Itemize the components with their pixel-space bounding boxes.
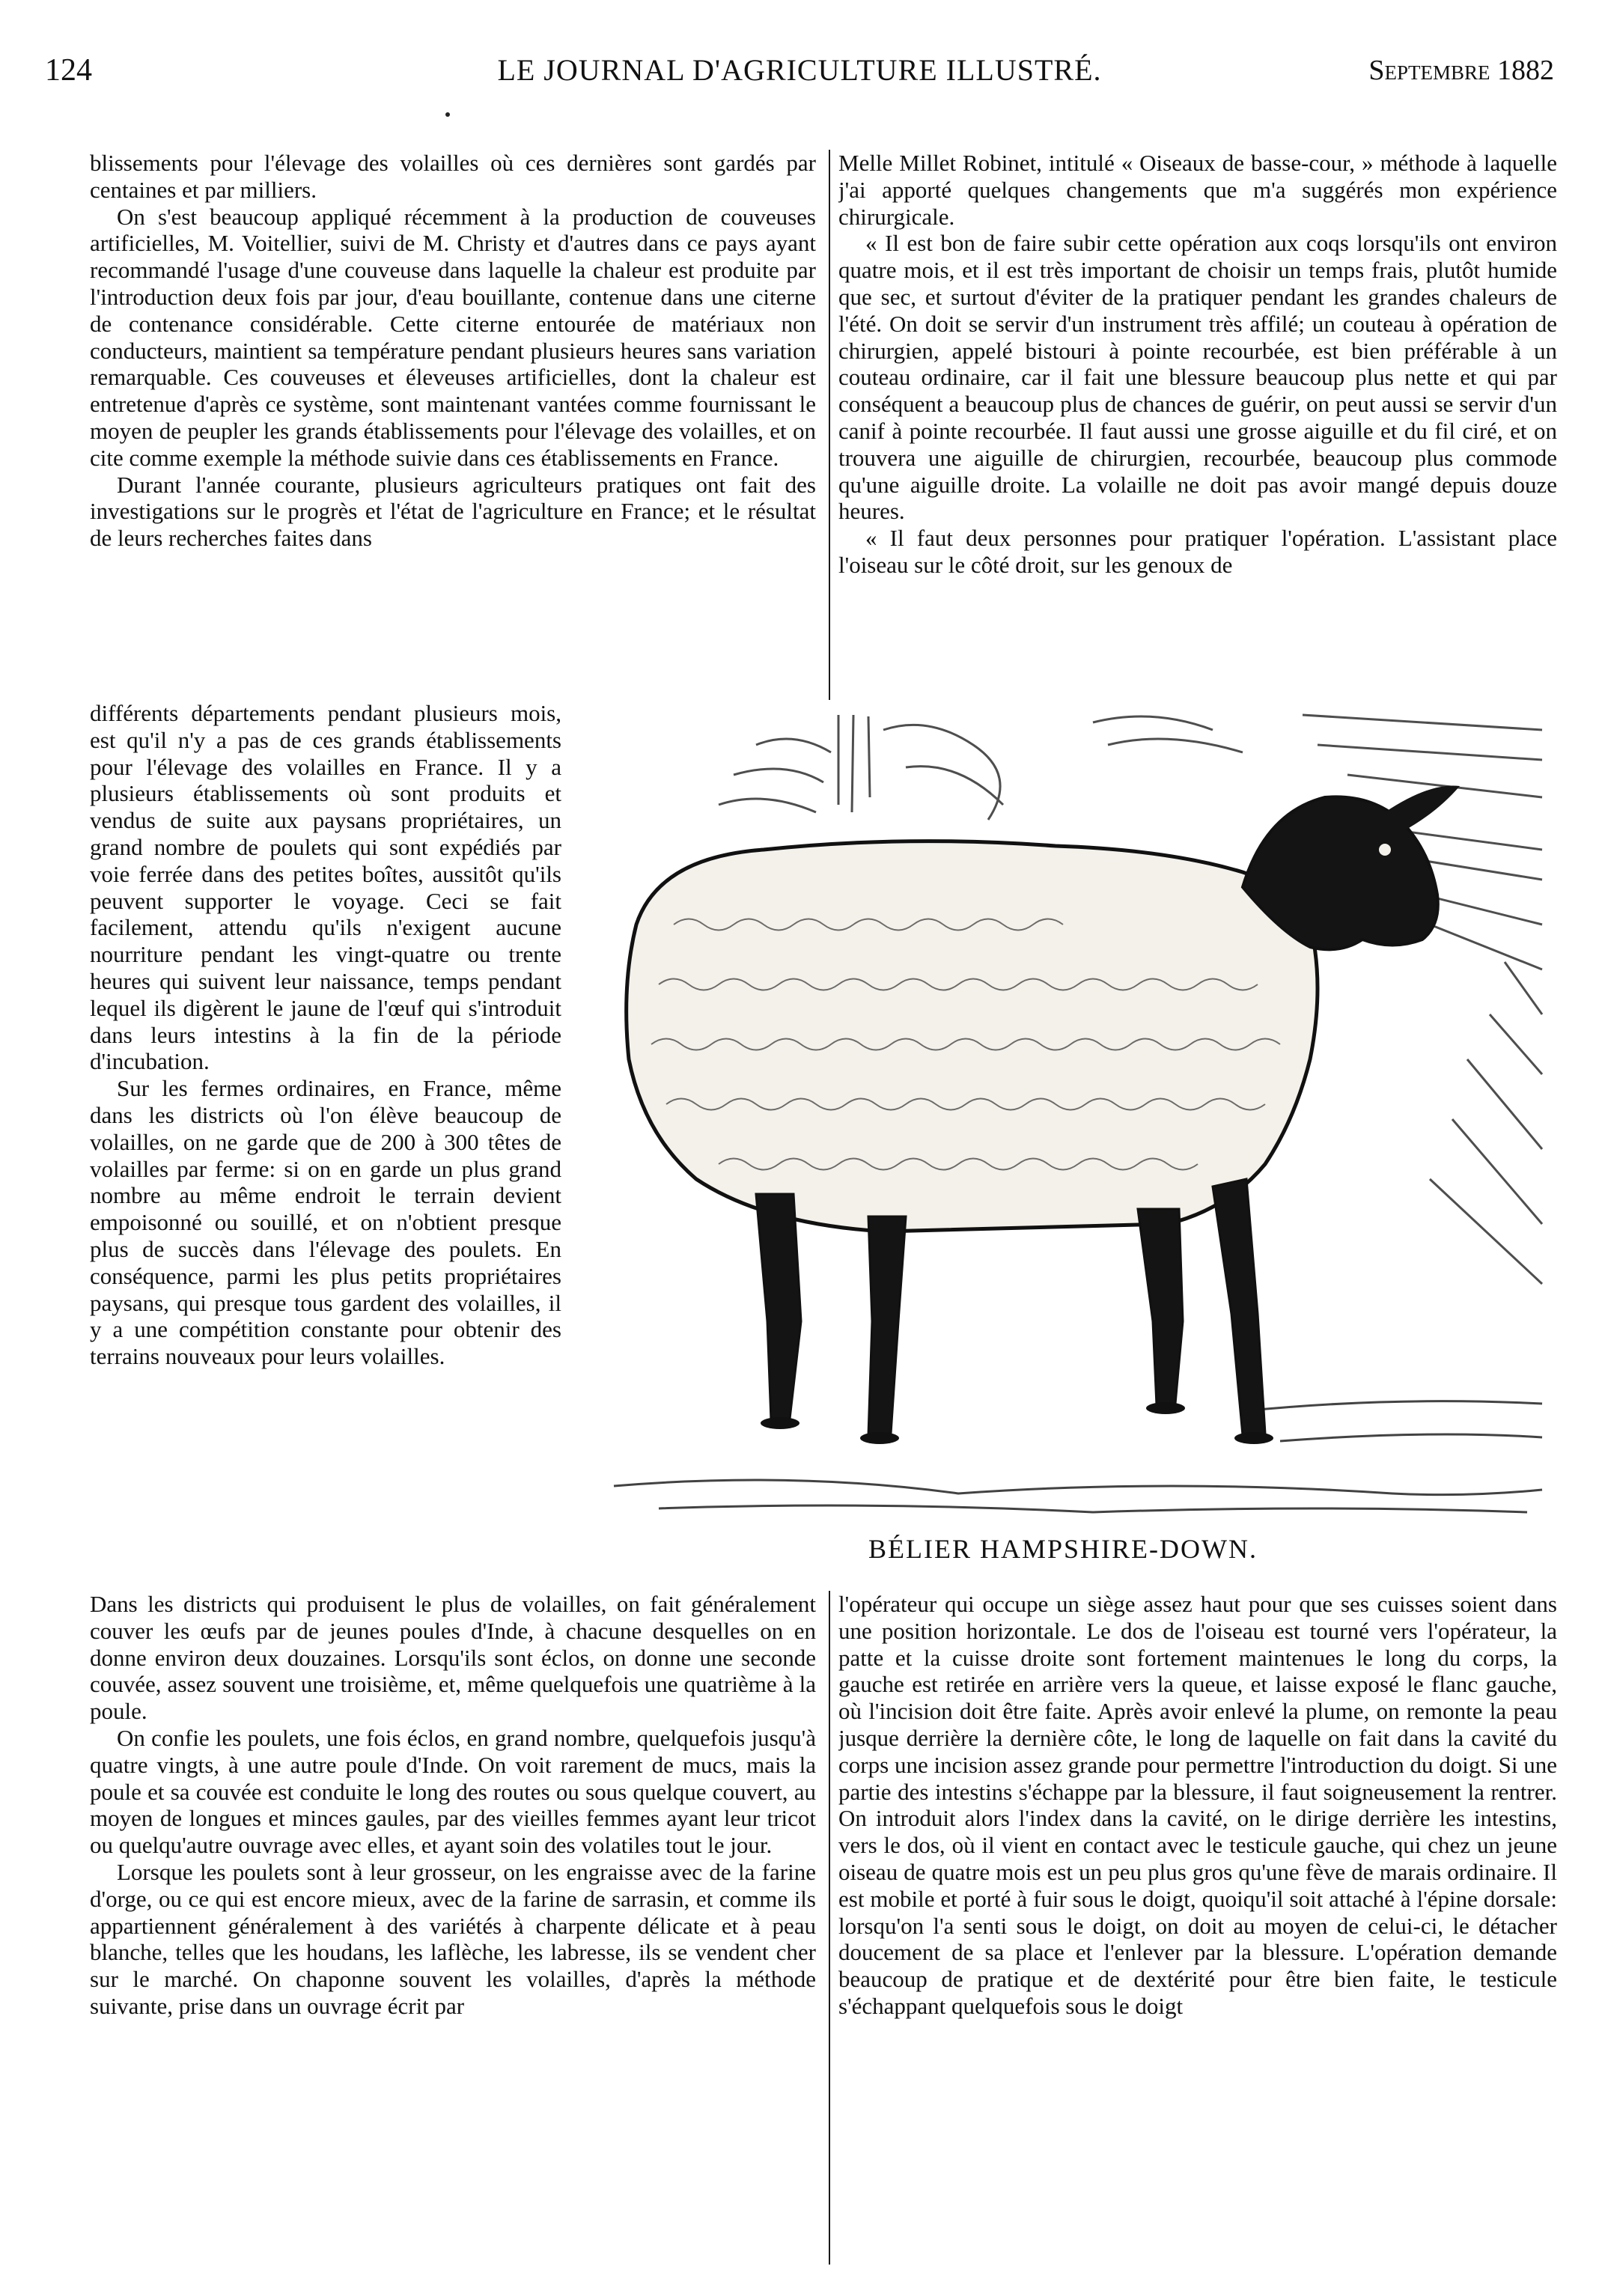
- column-bottom-right: [838, 1591, 1557, 2265]
- ornament-dot: [445, 112, 450, 117]
- paragraph: On s'est beaucoup appliqué récemment à la production de couveuses artificielles, M. Voitellier, suivi de M. Christy et d'autres dans ce pays ayant recommandé l'usage d'une couveuse dans laquelle la chaleur est produite par l'introduction deux fois par jour, d'eau bouillante, contenue dans une citerne de contenance considérable. Cette citerne entourée de matériaux non conducteurs, maintient sa température pendant plusieurs heures sans variation remarquable. Ces couveuses et éleveuses artificielles, dont la chaleur est entretenue d'après ce système, sont maintenant vantées comme fournissant le moyen de peupler les grands établissements pour l'élevage des volailles, et on cite comme exemple la méthode suivie dans ces établissements en France.: [90, 203, 816, 471]
- paragraph: Melle Millet Robinet, intitulé « Oiseaux de basse-cour, » méthode à laquelle j'ai apporté quelques changements que m'a suggérés mon expérience chirurgicale.: [838, 150, 1557, 230]
- paragraph: « Il faut deux personnes pour pratiquer l'opération. L'assistant place l'oiseau sur le côté droit, sur les genoux de: [838, 525, 1557, 578]
- figure-caption: BÉLIER HAMPSHIRE-DOWN.: [868, 1534, 1258, 1564]
- column-rule-bottom: [829, 1591, 830, 2265]
- paragraph: Durant l'année courante, plusieurs agriculteurs pratiques ont fait des investigations sur le progrès et l'état de l'agriculture en France; et le résultat de leurs recherches faites dans: [90, 471, 816, 552]
- paragraph: Lorsque les poulets sont à leur grosseur, on les engraisse avec de la farine d'orge, ou ce qui est encore mieux, avec de la farine de sarrasin, et comme ils appartiennent généralement à des variétés à charpente délicate et à peau blanche, telles que les houdans, les laflèche, les labresse, ils se vendent cher sur le marché. On chaponne souvent les volailles, d'après la méthode suivante, prise dans un ouvrage écrit par: [90, 1858, 816, 2019]
- page-number: 124: [45, 53, 92, 88]
- paragraph: Sur les fermes ordinaires, en France, même dans les districts où l'on élève beaucoup de volailles, on ne garde que de 200 à 300 têtes de volailles par ferme: si on en garde un plus grand nombre au même endroit le terrain devient empoisonné ou souillé, et on n'obtient presque plus de succès dans l'élevage des poulets. En conséquence, parmi les plus petits propriétaires paysans, qui presque tous gardent des volailles, il y a une compétition constante pour obtenir des terrains nouveaux pour leurs volailles.: [90, 1075, 561, 1370]
- paragraph: « Il est bon de faire subir cette opération aux coqs lorsqu'ils ont environ quatre mois, et il est très important de choisir un temps frais, plutôt humide que sec, et surtout d'éviter de la pratiquer pendant les grandes chaleurs de l'été. On doit se servir d'un instrument très affilé; un couteau à opération de chirurgien, appelé bistouri à pointe recourbée, est bien préférable à un couteau ordinaire, car il fait une blessure beaucoup plus nette et qui par conséquent a beaucoup plus de chances de guérir, on peut aussi se servir d'un canif à pointe recourbée. Il faut aussi une grosse aiguille et du fil ciré, et on trouvera une aiguille de chirurgien, recourbée, beaucoup plus commode qu'une aiguille droite. La volaille ne doit pas avoir mangé depuis douze heures.: [838, 230, 1557, 525]
- paragraph: blissements pour l'élevage des volailles où ces dernières sont gardés par centaines et par milliers.: [90, 150, 816, 203]
- paragraph: l'opérateur qui occupe un siège assez haut pour que ses cuisses soient dans une position horizontale. Le dos de l'oiseau est tourné vers l'opérateur, la patte et la cuisse droite sont fortement maintenues le long du corps, la gauche est retirée en arrière vers la queue, et laisse exposé le flanc gauche, où l'incision doit être faite. Après avoir enlevé la plume, on remonte la peau jusque derrière la dernière côte, le long de laquelle on fait dans la cavité du corps une incision assez grande pour permettre l'introduction du doigt. Si une partie des intestins s'échappe par la blessure, il faut soigneusement la rentrer. On introduit alors l'index dans la cavité, on le dirige derrière les intestins, vers le dos, où il vient en contact avec le testicule gauche, qui chez un jeune oiseau de quatre mois est un peu plus gros qu'une fève de marais ordinaire. Il est mobile et porté à fuir sous le doigt, quoiqu'il soit attaché à l'épine dorsale: lorsqu'on l'a senti sous le doigt, on doit au moyen de celui-ci, le détacher doucement de sa place et l'enlever par la blessure. L'opération demande beaucoup de pratique et de dextérité pour être bien faite, le testicule s'échappant quelquefois sous le doigt: [838, 1591, 1557, 2019]
- paragraph: Dans les districts qui produisent le plus de volailles, on fait généralement couver les œufs par de jeunes poules d'Inde, à chacune desquelles on en donne environ deux douzaines. Lorsqu'ils sont éclos, on donne une seconde couvée, assez souvent une troisième, et, même quelquefois une quatrième à la poule.: [90, 1591, 816, 1725]
- paragraph: différents départements pendant plusieurs mois, est qu'il n'y a pas de ces grands établissements pour l'élevage des volailles en France. Il y a plusieurs établissements où sont produits et vendus de suite aux paysans propriétaires, un grand nombre de poulets qui sont expédiés par voie ferrée dans des petites boîtes, aussitôt qu'ils peuvent supporter le voyage. Ceci se fait facilement, attendu qu'ils n'exigent aucune nourriture pendant les vingt-quatre ou trente heures qui suivent leur naissance, temps pendant lequel ils digèrent le jaune de l'œuf qui s'introduit dans leurs intestins à la fin de la période d'incubation.: [90, 700, 561, 1075]
- sheep-engraving-icon: [569, 700, 1557, 1531]
- column-bottom-left: [90, 1591, 816, 2265]
- issue-date: Septembre 1882: [1368, 55, 1554, 86]
- column-rule-top: [829, 150, 830, 700]
- column-beside-figure: [90, 700, 561, 1591]
- paragraph: On confie les poulets, une fois éclos, en grand nombre, quelquefois jusqu'à quatre vingts, à une autre poule d'Inde. On voit rarement de mucs, mais la poule et sa couvée est conduite le long des routes ou sous quelque couvert, au moyen de longues et minces gaules, par des vieilles femmes ayant leur tricot ou quelqu'autre ouvrage avec elles, et ayant soin des volatiles tout le jour.: [90, 1724, 816, 1859]
- column-top-left: [90, 150, 816, 700]
- column-top-right: [838, 150, 1557, 700]
- journal-title: LE JOURNAL D'AGRICULTURE ILLUSTRÉ.: [497, 53, 1102, 87]
- page-header: [45, 52, 1554, 97]
